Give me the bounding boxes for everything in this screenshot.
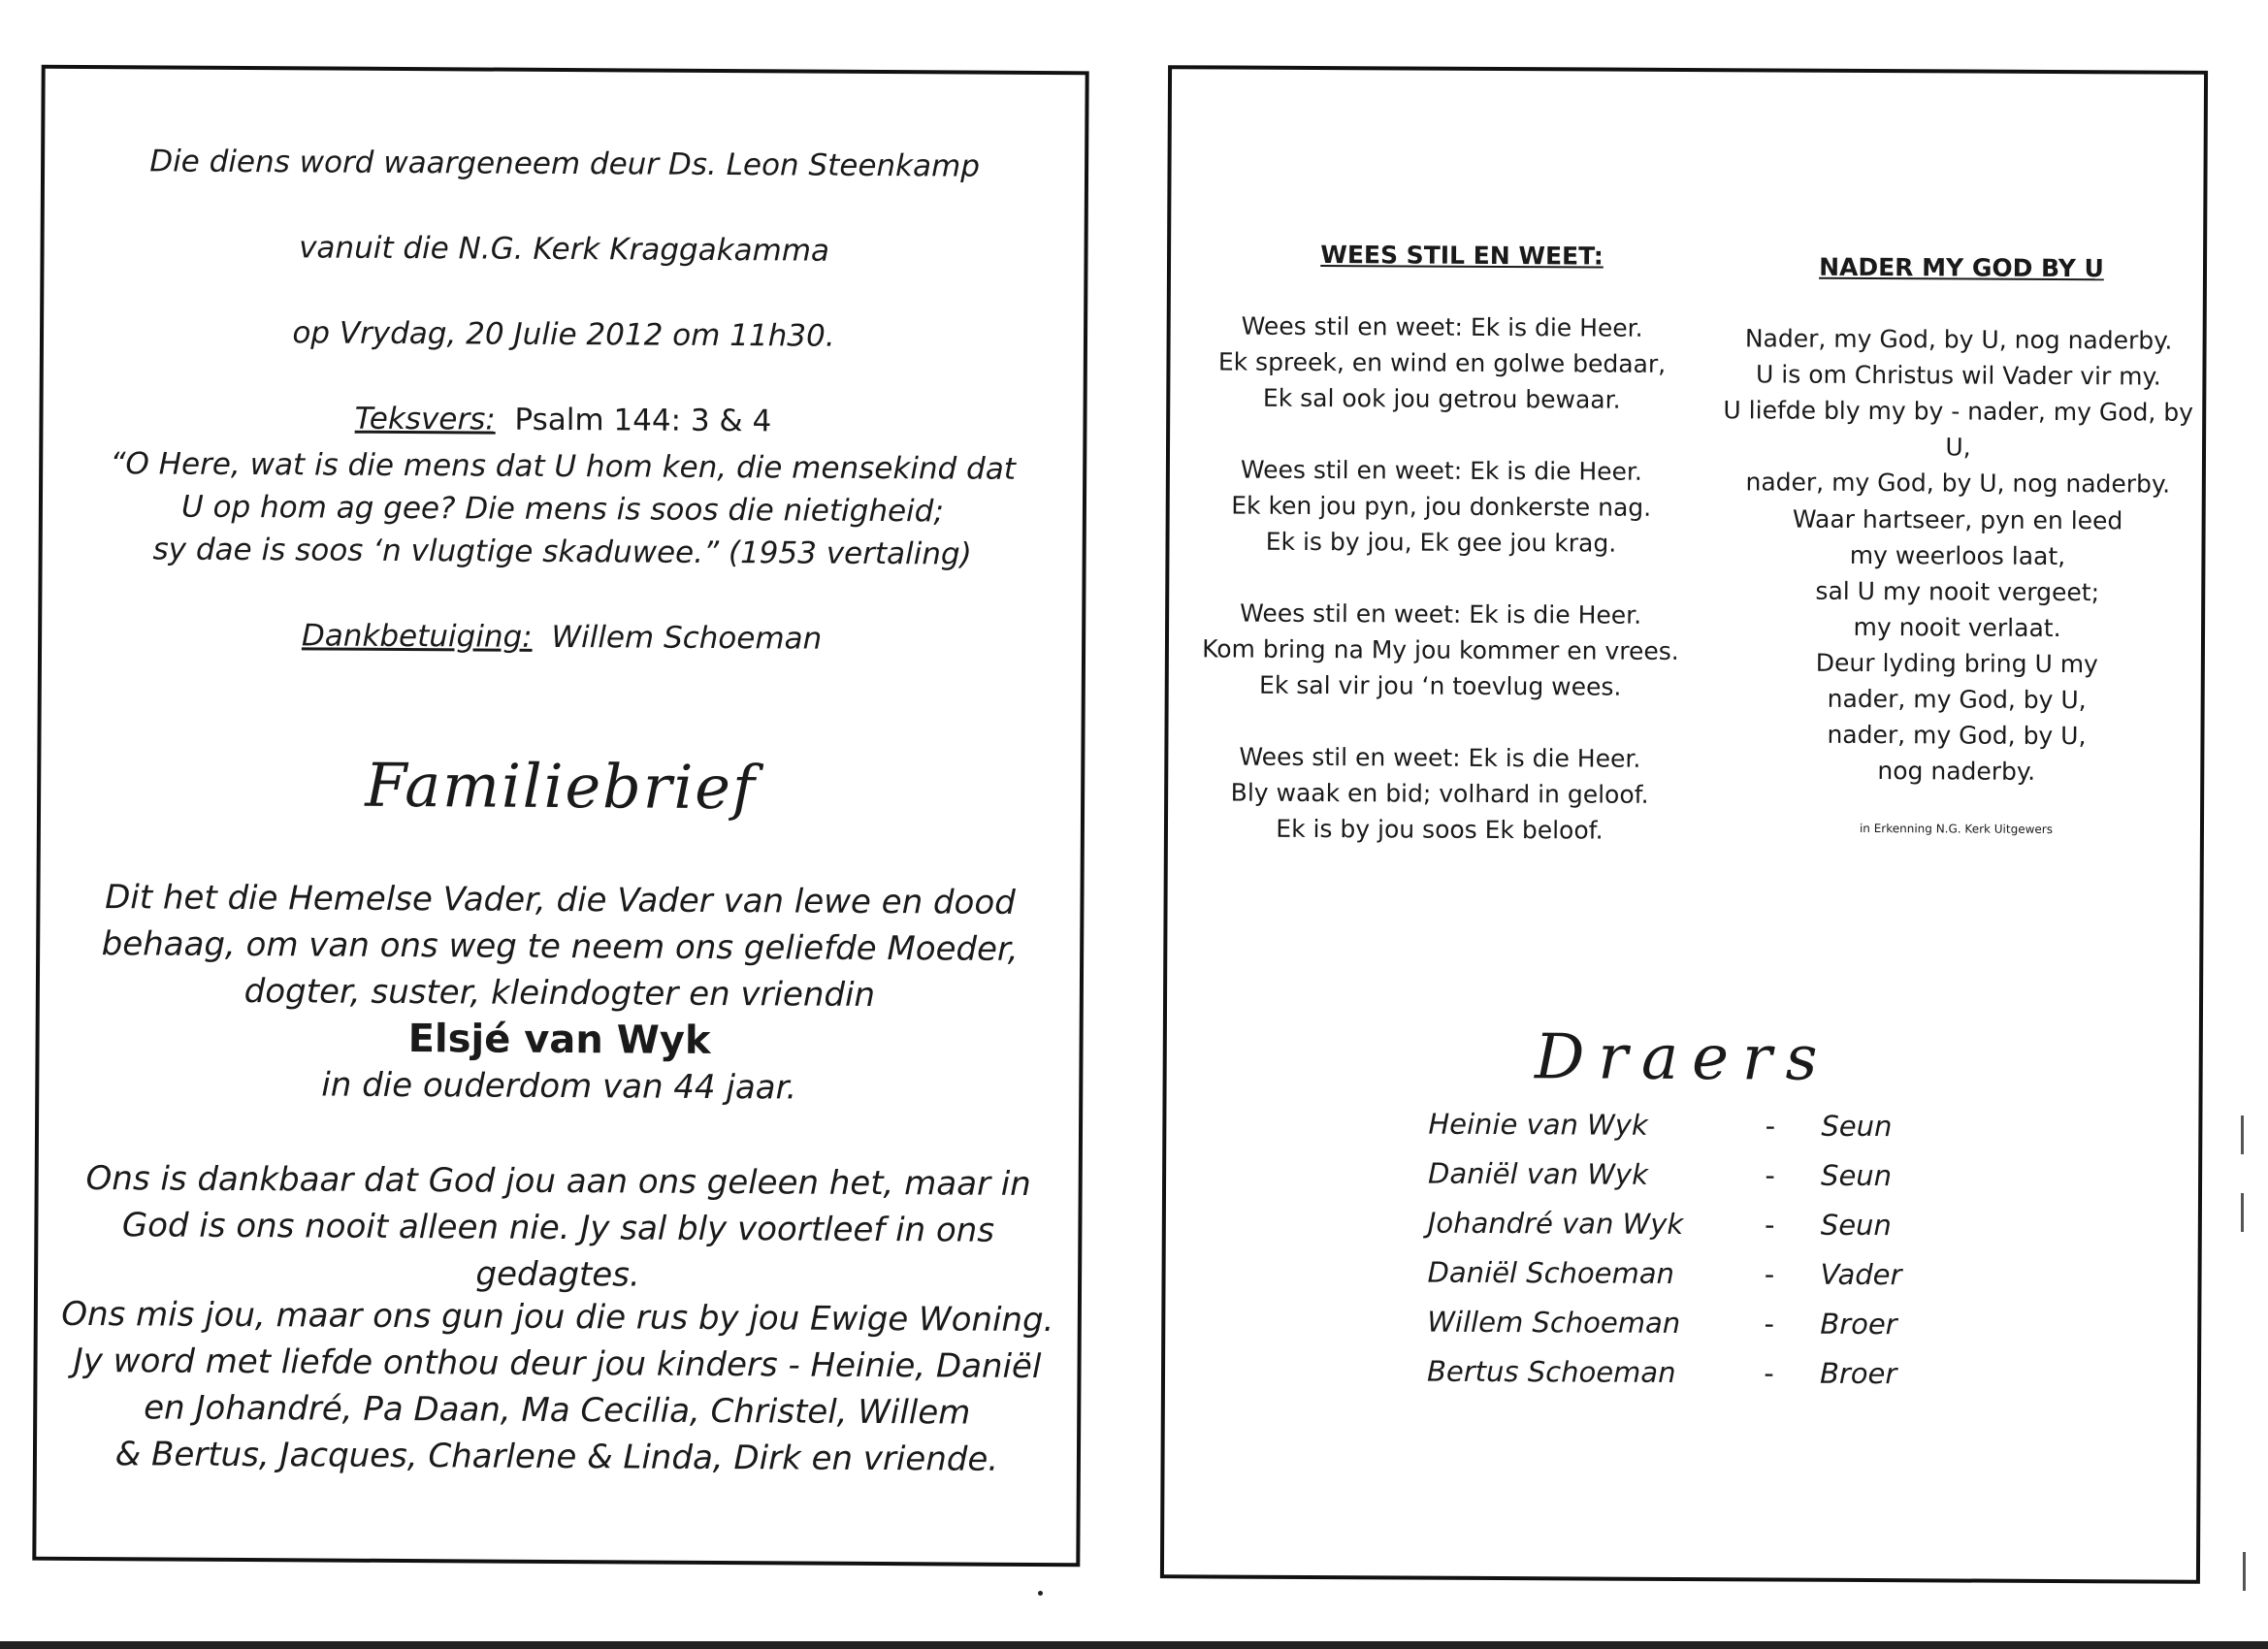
letter-line: dogter, suster, kleindogter en vriendin xyxy=(243,972,876,1015)
bearer-relation: Seun xyxy=(1821,1109,1893,1143)
scripture-reference: Psalm 144: 3 & 4 xyxy=(514,402,772,439)
letter-line: en Johandré, Pa Daan, Ma Cecilia, Christel, Willem xyxy=(144,1388,971,1433)
scripture-label: Teksvers: xyxy=(354,401,496,437)
service-venue: vanuit die N.G. Kerk Kraggakamma xyxy=(299,230,830,269)
right-page xyxy=(1160,65,2208,1584)
hymn2-verse-2 xyxy=(1706,501,2208,791)
scan-mark xyxy=(2243,1552,2246,1591)
verse-line: Wees stil en weet: Ek is die Heer. xyxy=(1240,455,1642,486)
thanks-line xyxy=(42,620,1082,657)
bearer-relation: Broer xyxy=(1819,1356,1897,1390)
thanks-name: Willem Schoeman xyxy=(551,619,823,657)
letter-line: Ons is dankbaar dat God jou aan ons geleen het, maar in xyxy=(85,1159,1031,1204)
hymn2-verse-1 xyxy=(1708,320,2209,502)
hymn1-verse-3 xyxy=(1169,595,1713,705)
verse-line: Deur lyding bring U my xyxy=(1815,648,2098,679)
bearer-name: Willem Schoeman xyxy=(1427,1305,1681,1340)
hymn1-verse-4 xyxy=(1168,738,1712,849)
verse-line: Waar hartseer, pyn en leed xyxy=(1792,504,2123,535)
family-letter-paragraph-2 xyxy=(38,1155,1079,1302)
bearer-name: Heinie van Wyk xyxy=(1428,1107,1648,1142)
bearer-dash: - xyxy=(1764,1355,1774,1389)
bearer-dash: - xyxy=(1764,1256,1775,1290)
scan-mark xyxy=(2241,1193,2244,1232)
bearer-row xyxy=(1428,1148,1932,1201)
verse-line: Bly waak en bid; volhard in geloof. xyxy=(1230,778,1649,809)
left-page xyxy=(32,65,1088,1568)
verse-line: Ek ken jou pyn, jou donkerste nag. xyxy=(1231,491,1652,522)
verse-line: Kom bring na My jou kommer en vrees. xyxy=(1202,634,1679,665)
letter-line: Dit het die Hemelse Vader, die Vader van lewe en dood xyxy=(105,878,1016,922)
bearer-name: Bertus Schoeman xyxy=(1426,1354,1676,1389)
bearer-row xyxy=(1428,1198,1932,1250)
verse-line: nader, my God, by U, xyxy=(1827,684,2087,715)
letter-line: Jy word met liefde onthou deur jou kinders - Heinie, Daniël xyxy=(73,1341,1042,1387)
bearer-relation: Seun xyxy=(1820,1208,1892,1242)
verse-line: Wees stil en weet: Ek is die Heer. xyxy=(1240,598,1642,630)
scripture-line xyxy=(43,403,1083,439)
bearer-name: Johandré van Wyk xyxy=(1427,1206,1684,1241)
verse-line: U is om Christus wil Vader vir my. xyxy=(1756,360,2161,391)
letter-line: behaag, om van ons weg te neem ons geliefde Moeder, xyxy=(101,924,1019,969)
letter-line: Ons mis jou, maar ons gun jou die rus by jou Ewige Woning. xyxy=(61,1294,1054,1341)
thanks-label: Dankbetuiging: xyxy=(301,618,533,655)
verse-line: Nader, my God, by U, nog naderby. xyxy=(1744,324,2173,355)
deceased-name: Elsjé van Wyk xyxy=(407,1017,711,1063)
bearers-title: Draers xyxy=(1534,1021,1831,1095)
verse-line: sal U my nooit vergeet; xyxy=(1815,576,2100,607)
bearer-row xyxy=(1428,1099,1932,1151)
verse-line: nader, my God, by U, xyxy=(1827,720,2087,751)
verse-line: my weerloos laat, xyxy=(1849,540,2066,571)
verse-line: U liefde bly my by - nader, my God, by U, xyxy=(1723,396,2194,462)
verse-line: Ek spreek, en wind en golwe bedaar, xyxy=(1217,347,1667,378)
hymn1-verse-1 xyxy=(1170,307,1714,418)
bearer-dash: - xyxy=(1765,1157,1775,1191)
age-line: in die ouderdom van 44 jaar. xyxy=(321,1065,797,1108)
bearer-dash: - xyxy=(1765,1207,1775,1241)
bearer-row xyxy=(1427,1346,1931,1399)
scan-dot xyxy=(1038,1591,1043,1596)
bearer-relation: Broer xyxy=(1820,1307,1897,1341)
bearer-name: Daniël van Wyk xyxy=(1428,1156,1649,1191)
service-date: op Vrydag, 20 Julie 2012 om 11h30. xyxy=(292,315,835,354)
bearer-name: Daniël Schoeman xyxy=(1427,1255,1675,1290)
letter-line: God is ons nooit alleen nie. Jy sal bly voortleef in ons gedagtes. xyxy=(121,1206,995,1295)
hymn1-verse-2 xyxy=(1169,451,1713,562)
bearer-row xyxy=(1427,1297,1931,1349)
family-letter-paragraph-3 xyxy=(37,1291,1078,1484)
bearer-row xyxy=(1427,1247,1931,1300)
verse-line: nader, my God, by U, nog naderby. xyxy=(1745,468,2171,499)
scan-edge-bottom xyxy=(0,1641,2268,1649)
scripture-quote-line: sy dae is soos ‘n vlugtige skaduwee.” (1953 vertaling) xyxy=(152,532,972,572)
bearer-relation: Vader xyxy=(1820,1257,1902,1291)
scan-mark xyxy=(2241,1116,2244,1154)
verse-line: Ek is by jou, Ek gee jou krag. xyxy=(1265,527,1617,558)
verse-line: Wees stil en weet: Ek is die Heer. xyxy=(1241,311,1643,342)
verse-line: Wees stil en weet: Ek is die Heer. xyxy=(1239,742,1641,773)
bearer-dash: - xyxy=(1764,1306,1775,1340)
hymn1-title: WEES STIL EN WEET: xyxy=(1320,241,1604,271)
family-letter-paragraph-1 xyxy=(39,874,1080,1114)
verse-line: Ek sal vir jou ‘n toevlug wees. xyxy=(1259,670,1622,701)
scripture-quote-line: U op hom ag gee? Die mens is soos die nietigheid; xyxy=(180,489,944,530)
verse-line: my nooit verlaat. xyxy=(1853,612,2061,643)
verse-line: Ek sal ook jou getrou bewaar. xyxy=(1262,383,1621,414)
family-letter-title: Familiebrief xyxy=(365,749,758,824)
hymn2-title: NADER MY GOD BY U xyxy=(1819,252,2104,283)
hymn2-credit: in Erkenning N.G. Kerk Uitgewers xyxy=(1859,821,2054,836)
scripture-quote-line: “O Here, wat is die mens dat U hom ken, die mensekind dat xyxy=(110,446,1017,487)
letter-line: & Bertus, Jacques, Charlene & Linda, Dirk en vriende. xyxy=(114,1435,999,1479)
bearers-list xyxy=(1427,1099,1933,1399)
verse-line: Ek is by jou soos Ek beloof. xyxy=(1276,814,1604,845)
service-officiant: Die diens word waargeneem deur Ds. Leon Steenkamp xyxy=(149,144,981,184)
bearer-relation: Seun xyxy=(1821,1158,1893,1192)
verse-line: nog naderby. xyxy=(1877,757,2036,786)
bearer-dash: - xyxy=(1765,1108,1776,1142)
